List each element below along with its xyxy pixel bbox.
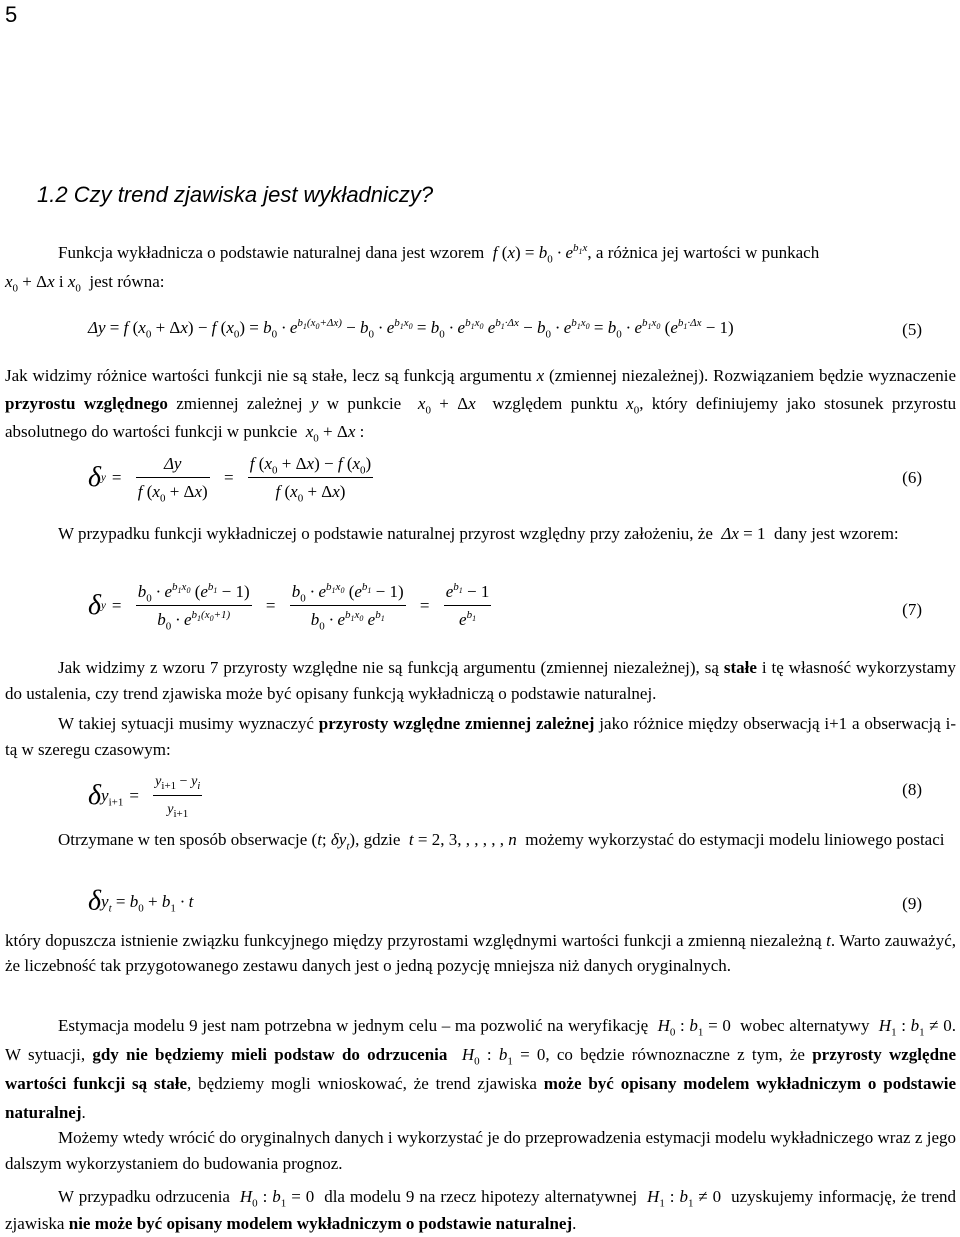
text: Jak widzimy z wzoru 7 przyrosty względne nie są funkcją argumentu (zmiennej niezależnej), są <box>58 658 719 677</box>
text: w punkcie <box>326 394 402 413</box>
text: . <box>572 1214 577 1233</box>
formula-observations: (t; $\delta y_t$) <box>311 830 356 853</box>
formula-point: $x_0 + \Delta x$ <box>409 394 485 417</box>
paragraph-relative-growth <box>5 362 956 446</box>
text: możemy wykorzystać do estymacji modelu liniowego postaci <box>525 830 945 849</box>
equation-8: $\delta y_{i+1}$ = $\frac{y_{i+1} - y_i}{y_{i+1}}$ <box>88 770 206 821</box>
equation-number-8: (8) <box>902 780 922 799</box>
text: jest równa: <box>89 272 165 291</box>
text: (zmiennej niezależnej). Rozwiązaniem będzie wyznaczenie <box>549 366 957 385</box>
text: . Warto zauważyć, że liczebność tak przygotowanego zestawu danych jest o jedną pozycję mniejsza niż danych oryginalnych. <box>5 931 957 975</box>
bold-text: przyrosty względne wartości funkcji są stałe <box>5 1045 957 1093</box>
formula-point: $x_0 + \Delta x$ <box>301 422 360 445</box>
paragraph-hypothesis <box>5 1011 956 1127</box>
section-heading: 1.2 Czy trend zjawiska jest wykładniczy? <box>37 182 434 207</box>
bold-text: gdy nie będziemy mieli podstaw do odrzucenia <box>92 1045 448 1064</box>
text: Możemy wtedy wrócić do oryginalnych danych i wykorzystać je do przeprowadzenia estymacji modelu wykładniczego wraz z jego dalszym wykorzystaniem do budowania prognoz. <box>5 1128 956 1173</box>
text: wobec alternatywy <box>740 1016 870 1035</box>
equation-9: $\delta y_t = b_0 + b_1 \cdot t$ <box>88 885 194 917</box>
equation-number-5: (5) <box>902 320 922 339</box>
bold-text: nie może być opisany modelem wykładniczym o podstawie naturalnej <box>68 1214 573 1233</box>
text: , będziemy mogli wnioskować, że trend zjawiska <box>187 1074 537 1093</box>
variable-y: y <box>310 394 319 413</box>
text: . W sytuacji, <box>5 1016 957 1064</box>
text: Funkcja wykładnicza o podstawie naturalnej dana jest wzorem <box>58 243 485 262</box>
variable-t: t <box>826 931 831 950</box>
formula-delta-x: Δx = 1 <box>717 524 766 543</box>
paragraph-exp-case <box>5 520 956 548</box>
text: W przypadku odrzucenia <box>58 1187 230 1206</box>
text: W przypadku funkcji wykładniczej o podstawie naturalnej przyrost względny przy założeniu, że <box>58 524 713 543</box>
formula-h0: $H_0$ : $b_1 = 0$ <box>234 1187 315 1210</box>
text: , a różnica jej wartości w punkach <box>587 243 820 262</box>
equation-number-6: (6) <box>902 468 922 487</box>
text: Jak widzimy różnice wartości funkcji nie są stałe, lecz są funkcją argumentu <box>5 366 532 385</box>
formula-point: $x_0$ <box>626 394 640 417</box>
bold-text: przyrosty względne zmiennej zależnej <box>318 714 595 733</box>
bold-text: stałe <box>723 658 757 677</box>
text: W takiej sytuacji musimy wyznaczyć <box>58 714 314 733</box>
formula-t-range: t = 2, 3, , , , , , n <box>404 830 521 849</box>
text: uzyskujemy informację, że trend zjawiska <box>5 1187 957 1233</box>
equation-6: δy = $\frac{\Delta y}{f (x_0 + \Delta x)}$ = $\frac{f (x_0 + \Delta x) - f (x_0)}{f (x_0 + \Delta x)}$ <box>88 454 372 505</box>
text: . <box>81 1103 86 1122</box>
text: i tę własność wykorzystamy do ustalenia, czy trend zjawiska może być opisany funkcją wykładniczą o podstawie naturalnej. <box>5 658 957 703</box>
text: który dopuszcza istnienie związku funkcyjnego między przyrostami względnymi wartości funkcji a zmienną niezależną <box>5 931 822 950</box>
text: zmiennej zależnej <box>176 394 303 413</box>
text: jako różnice między obserwacją i+1 a obserwacją i-tą w szeregu czasowym: <box>5 714 957 759</box>
variable-x: x <box>536 366 545 385</box>
paragraph-time-series <box>5 711 956 763</box>
text: dany jest wzorem: <box>774 524 899 543</box>
text: Otrzymane w ten sposób obserwacje <box>58 830 308 849</box>
formula-exp-function: f $(x) = b_0 \cdot e^{b_1x}$ <box>488 242 588 266</box>
text: względem punktu <box>492 394 618 413</box>
text: Estymacja modelu 9 jest nam potrzebna w jednym celu – ma pozwolić na weryfikację <box>58 1016 649 1035</box>
formula-h1: $H_1$ : $b_1 \ne 0$ <box>642 1187 722 1210</box>
text: dla modelu 9 na rzecz hipotezy alternatywnej <box>324 1187 638 1206</box>
formula-h0: $H_0$ : $b_1 = 0$ <box>454 1045 546 1068</box>
equation-5: Δy = f $(x_0 + \Delta x) - f$ $(x_0) = b_0 \cdot e^{b_1(x_0+\Delta x)} - b_0 \cdot e^{b_1x_0} = b_0 \cdot e^{b_1x_0}$ $e^{b_1\cdot\Delta x} - b_0 \cdot e^{b_1x_0} = b_0 \cdot e^{b_1x_0}$ $(e^{b_1\cdot\Delta x} - 1)$ <box>88 317 734 341</box>
paragraph-linear-model <box>5 928 956 978</box>
equation-number-7: (7) <box>902 600 922 619</box>
bold-text: może być opisany modelem wykładniczym o podstawie naturalnej <box>5 1074 957 1122</box>
text: , co będzie równoznaczne z tym, że <box>545 1045 805 1064</box>
paragraph-rejection <box>5 1183 956 1237</box>
page-number: 5 <box>5 2 18 27</box>
paragraph-conclusion <box>5 655 956 707</box>
paragraph-observations <box>5 826 956 853</box>
paragraph-return <box>5 1125 956 1177</box>
text: , który definiujemy jako stosunek przyrostu absolutnego do wartości funkcji w punkcie <box>5 394 957 441</box>
formula-h0: $H_0$ : $b_1 = 0$ <box>652 1016 731 1039</box>
text: , gdzie <box>355 830 401 849</box>
formula-h1: $H_1$ : $b_1 \ne 0$ <box>874 1016 952 1039</box>
formula-points: $x_0 + \Delta x$ i $x_0$ <box>5 272 81 295</box>
equation-number-9: (9) <box>902 894 922 913</box>
paragraph-intro <box>5 238 956 296</box>
text: : <box>359 422 365 441</box>
bold-text: przyrostu względnego <box>5 394 168 413</box>
equation-7: δy = $\frac{b_0 \cdot e^{b_1x_0} (e^{b_1} - 1)}{b_0 \cdot e^{b_1(x_0+1)}}$ = $\frac{b_0 \cdot e^{b_1x_0} (e^{b_1} - 1)}{b_0 \cdot e^{b_1x_0} e^{b_1}}$ = $\frac{e^{b_1} - 1}{e^{b_1}}$ <box>88 581 490 633</box>
